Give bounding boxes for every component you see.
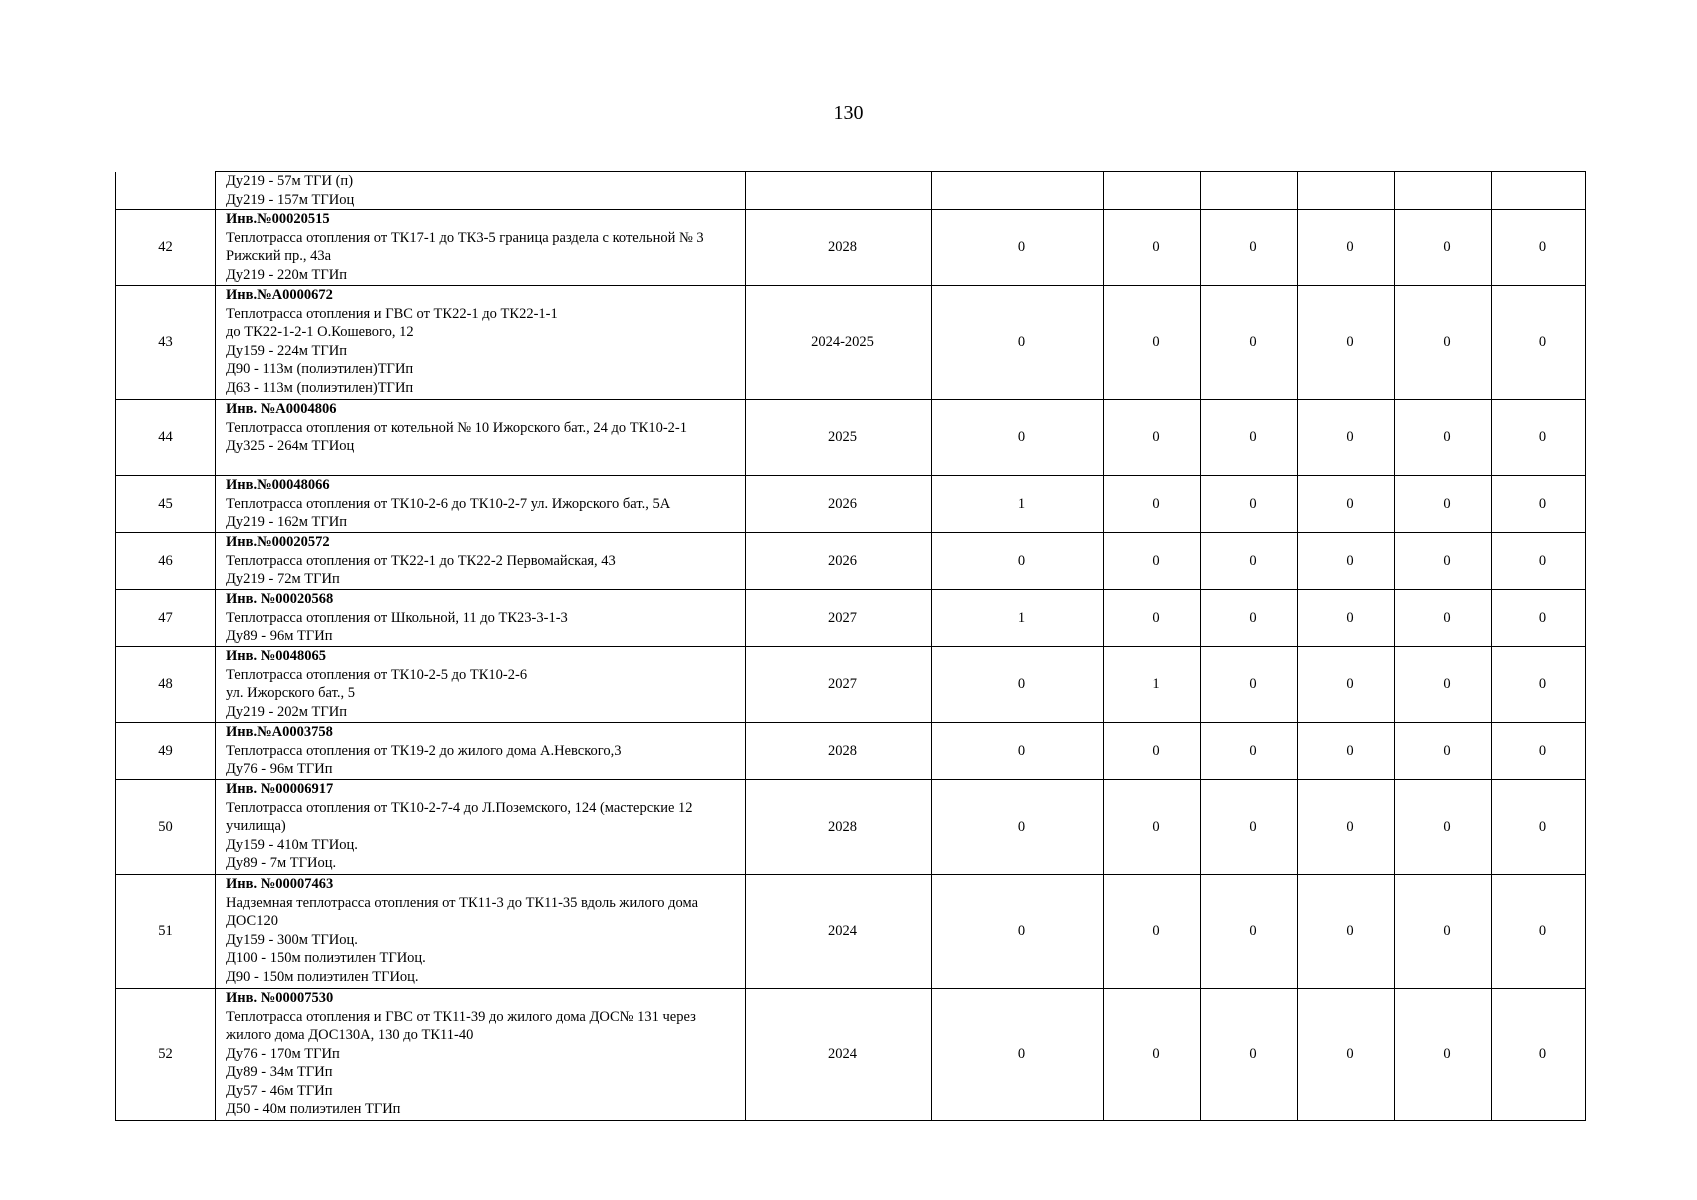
inventory-number: Инв.№00020515 — [226, 211, 330, 227]
value-cell: 0 — [932, 647, 1104, 723]
description-line: Ду159 - 410м ТГИоц. — [226, 836, 358, 853]
description-line: Ду159 - 224м ТГИп — [226, 342, 347, 359]
value-cell: 0 — [1492, 647, 1586, 723]
description-cell — [216, 400, 746, 476]
value-cell — [932, 172, 1104, 210]
inventory-number: Инв. №0048065 — [226, 648, 327, 664]
value-cell: 0 — [1395, 723, 1492, 780]
value-cell: 0 — [1201, 286, 1298, 400]
value-cell: 0 — [1201, 210, 1298, 286]
description-line: до ТК22-1-2-1 О.Кошевого, 12 — [226, 324, 414, 340]
value-cell: 0 — [1492, 400, 1586, 476]
year-cell: 2026 — [746, 476, 932, 533]
value-cell: 0 — [932, 723, 1104, 780]
description-line: Д63 - 113м (полиэтилен)ТГИп — [226, 379, 414, 396]
year-cell: 2025 — [746, 400, 932, 476]
table-row — [116, 172, 1586, 210]
year-cell: 2024-2025 — [746, 286, 932, 400]
description-cell — [216, 780, 746, 875]
description-line: Ду219 - 157м ТГИоц — [226, 191, 355, 208]
value-cell — [1104, 172, 1201, 210]
pipeline-table — [115, 171, 1586, 1121]
value-cell: 0 — [1104, 533, 1201, 590]
inventory-number: Инв. №00007530 — [226, 990, 334, 1006]
description-line: Теплотрасса отопления и ГВС от ТК11-39 до жилого дома ДОС№ 131 через жилого дома ДОС130А, 130 до ТК11-40 — [226, 1008, 696, 1043]
value-cell: 0 — [1395, 989, 1492, 1121]
table-row — [116, 989, 1586, 1121]
value-cell: 1 — [932, 476, 1104, 533]
description-line: Теплотрасса отопления от ТК10-2-7-4 до Л.Поземского, 124 (мастерские 12 училища) — [226, 799, 693, 834]
description-cell — [216, 172, 746, 210]
description-line: Теплотрасса отопления от котельной № 10 Ижорского бат., 24 до ТК10-2-1 — [226, 419, 687, 436]
description-line: Теплотрасса отопления от ТК10-2-5 до ТК10-2-6 — [226, 666, 528, 683]
year-cell — [746, 172, 932, 210]
description-line: Ду219 - 202м ТГИп — [226, 703, 347, 720]
description-line: Ду159 - 300м ТГИоц. — [226, 931, 358, 948]
description-line: Теплотрасса отопления от ТК10-2-6 до ТК10-2-7 ул. Ижорского бат., 5А — [226, 495, 671, 512]
inventory-number: Инв.№А0003758 — [226, 724, 333, 740]
value-cell: 0 — [1298, 400, 1395, 476]
description-line: Теплотрасса отопления и ГВС от ТК22-1 до ТК22-1-1 — [226, 305, 558, 322]
year-cell: 2024 — [746, 875, 932, 989]
value-cell: 0 — [1104, 286, 1201, 400]
table-row — [116, 723, 1586, 780]
description-cell — [216, 647, 746, 723]
table-row — [116, 476, 1586, 533]
value-cell: 0 — [932, 989, 1104, 1121]
value-cell: 0 — [1298, 875, 1395, 989]
value-cell: 0 — [1395, 533, 1492, 590]
value-cell: 0 — [1395, 647, 1492, 723]
description-cell — [216, 476, 746, 533]
description-line: Д90 - 113м (полиэтилен)ТГИп — [226, 361, 414, 377]
row-number-cell: 48 — [116, 647, 216, 723]
value-cell: 0 — [1104, 780, 1201, 875]
row-number-cell: 43 — [116, 286, 216, 400]
description-cell — [216, 590, 746, 647]
value-cell — [1395, 172, 1492, 210]
value-cell: 0 — [1492, 875, 1586, 989]
value-cell: 0 — [1492, 476, 1586, 533]
inventory-number: Инв.№00048066 — [226, 477, 330, 493]
value-cell: 0 — [1201, 647, 1298, 723]
description-line: Д100 - 150м полиэтилен ТГИоц. — [226, 950, 426, 966]
year-cell: 2028 — [746, 780, 932, 875]
year-cell: 2028 — [746, 723, 932, 780]
description-line: Д50 - 40м полиэтилен ТГИп — [226, 1101, 401, 1117]
description-line: Ду76 - 96м ТГИп — [226, 761, 333, 777]
description-cell — [216, 210, 746, 286]
description-cell — [216, 533, 746, 590]
table-row — [116, 780, 1586, 875]
table-row — [116, 210, 1586, 286]
value-cell: 0 — [1104, 875, 1201, 989]
value-cell: 0 — [1298, 590, 1395, 647]
value-cell: 0 — [932, 875, 1104, 989]
value-cell: 0 — [1298, 647, 1395, 723]
description-cell — [216, 286, 746, 400]
value-cell: 0 — [1104, 400, 1201, 476]
description-line: Теплотрасса отопления от Школьной, 11 до ТК23-3-1-3 — [226, 609, 568, 626]
value-cell: 0 — [1201, 400, 1298, 476]
description-line: Ду219 - 162м ТГИп — [226, 514, 347, 530]
description-line: Ду219 - 57м ТГИ (п) — [226, 173, 354, 189]
value-cell: 0 — [1492, 286, 1586, 400]
value-cell: 0 — [1104, 723, 1201, 780]
value-cell: 0 — [1492, 590, 1586, 647]
value-cell: 0 — [1395, 476, 1492, 533]
description-line: Теплотрасса отопления от ТК22-1 до ТК22-2 Первомайская, 43 — [226, 552, 616, 569]
row-number-cell: 50 — [116, 780, 216, 875]
description-line: Ду89 - 7м ТГИоц. — [226, 855, 337, 871]
value-cell: 0 — [1492, 210, 1586, 286]
value-cell: 0 — [1395, 400, 1492, 476]
value-cell: 0 — [1104, 989, 1201, 1121]
value-cell: 0 — [932, 210, 1104, 286]
inventory-number: Инв. №00007463 — [226, 876, 334, 892]
value-cell: 0 — [1201, 476, 1298, 533]
description-line: Теплотрасса отопления от ТК17-1 до ТК3-5 граница раздела с котельной № 3 Рижский пр., 43а — [226, 229, 704, 264]
table-row — [116, 875, 1586, 989]
description-line: ул. Ижорского бат., 5 — [226, 685, 355, 701]
value-cell: 0 — [1492, 723, 1586, 780]
value-cell: 0 — [1492, 533, 1586, 590]
inventory-number: Инв. №А0004806 — [226, 401, 337, 417]
value-cell: 0 — [1298, 210, 1395, 286]
value-cell: 0 — [1395, 590, 1492, 647]
value-cell: 0 — [1201, 723, 1298, 780]
value-cell: 1 — [1104, 647, 1201, 723]
table-row — [116, 286, 1586, 400]
table-row — [116, 590, 1586, 647]
row-number-cell: 42 — [116, 210, 216, 286]
value-cell: 0 — [1298, 723, 1395, 780]
table-row — [116, 647, 1586, 723]
value-cell: 0 — [1395, 286, 1492, 400]
value-cell: 0 — [1104, 210, 1201, 286]
year-cell: 2027 — [746, 647, 932, 723]
value-cell: 0 — [1492, 989, 1586, 1121]
value-cell: 0 — [1298, 286, 1395, 400]
inventory-number: Инв.№00020572 — [226, 534, 330, 550]
description-line: Надземная теплотрасса отопления от ТК11-3 до ТК11-35 вдоль жилого дома ДОС120 — [226, 894, 699, 929]
description-line: Ду76 - 170м ТГИп — [226, 1045, 340, 1062]
value-cell: 0 — [1298, 476, 1395, 533]
row-number-cell — [116, 172, 216, 210]
value-cell — [1201, 172, 1298, 210]
value-cell: 0 — [1201, 989, 1298, 1121]
description-line: Ду57 - 46м ТГИп — [226, 1082, 333, 1099]
value-cell: 0 — [1492, 780, 1586, 875]
table-body — [116, 172, 1586, 1121]
value-cell — [1298, 172, 1395, 210]
description-line: Ду89 - 34м ТГИп — [226, 1064, 333, 1080]
year-cell: 2026 — [746, 533, 932, 590]
row-number-cell: 45 — [116, 476, 216, 533]
description-cell — [216, 989, 746, 1121]
value-cell: 0 — [1298, 989, 1395, 1121]
page-number: 130 — [833, 102, 864, 124]
value-cell: 0 — [1104, 476, 1201, 533]
value-cell: 0 — [1298, 780, 1395, 875]
value-cell: 0 — [1395, 875, 1492, 989]
value-cell: 0 — [1298, 533, 1395, 590]
table-row — [116, 533, 1586, 590]
value-cell: 0 — [932, 780, 1104, 875]
description-cell — [216, 723, 746, 780]
row-number-cell: 52 — [116, 989, 216, 1121]
description-cell — [216, 875, 746, 989]
value-cell: 0 — [1395, 780, 1492, 875]
value-cell: 0 — [932, 286, 1104, 400]
value-cell: 0 — [1201, 875, 1298, 989]
description-line: Ду89 - 96м ТГИп — [226, 628, 333, 644]
description-line: Ду219 - 220м ТГИп — [226, 266, 347, 283]
row-number-cell: 47 — [116, 590, 216, 647]
description-line: Теплотрасса отопления от ТК19-2 до жилого дома А.Невского,3 — [226, 742, 622, 759]
value-cell — [1492, 172, 1586, 210]
description-line: Ду325 - 264м ТГИоц — [226, 438, 355, 454]
value-cell: 0 — [1201, 533, 1298, 590]
value-cell: 0 — [932, 533, 1104, 590]
row-number-cell: 46 — [116, 533, 216, 590]
value-cell: 0 — [932, 400, 1104, 476]
year-cell: 2027 — [746, 590, 932, 647]
inventory-number: Инв. №00006917 — [226, 781, 334, 797]
description-line: Д90 - 150м полиэтилен ТГИоц. — [226, 968, 419, 985]
description-line: Ду219 - 72м ТГИп — [226, 571, 340, 587]
inventory-number: Инв.№А0000672 — [226, 287, 333, 303]
row-number-cell: 44 — [116, 400, 216, 476]
row-number-cell: 49 — [116, 723, 216, 780]
value-cell: 0 — [1395, 210, 1492, 286]
inventory-number: Инв. №00020568 — [226, 591, 334, 607]
value-cell: 0 — [1201, 590, 1298, 647]
year-cell: 2024 — [746, 989, 932, 1121]
value-cell: 1 — [932, 590, 1104, 647]
year-cell: 2028 — [746, 210, 932, 286]
row-number-cell: 51 — [116, 875, 216, 989]
value-cell: 0 — [1201, 780, 1298, 875]
value-cell: 0 — [1104, 590, 1201, 647]
table-row — [116, 400, 1586, 476]
